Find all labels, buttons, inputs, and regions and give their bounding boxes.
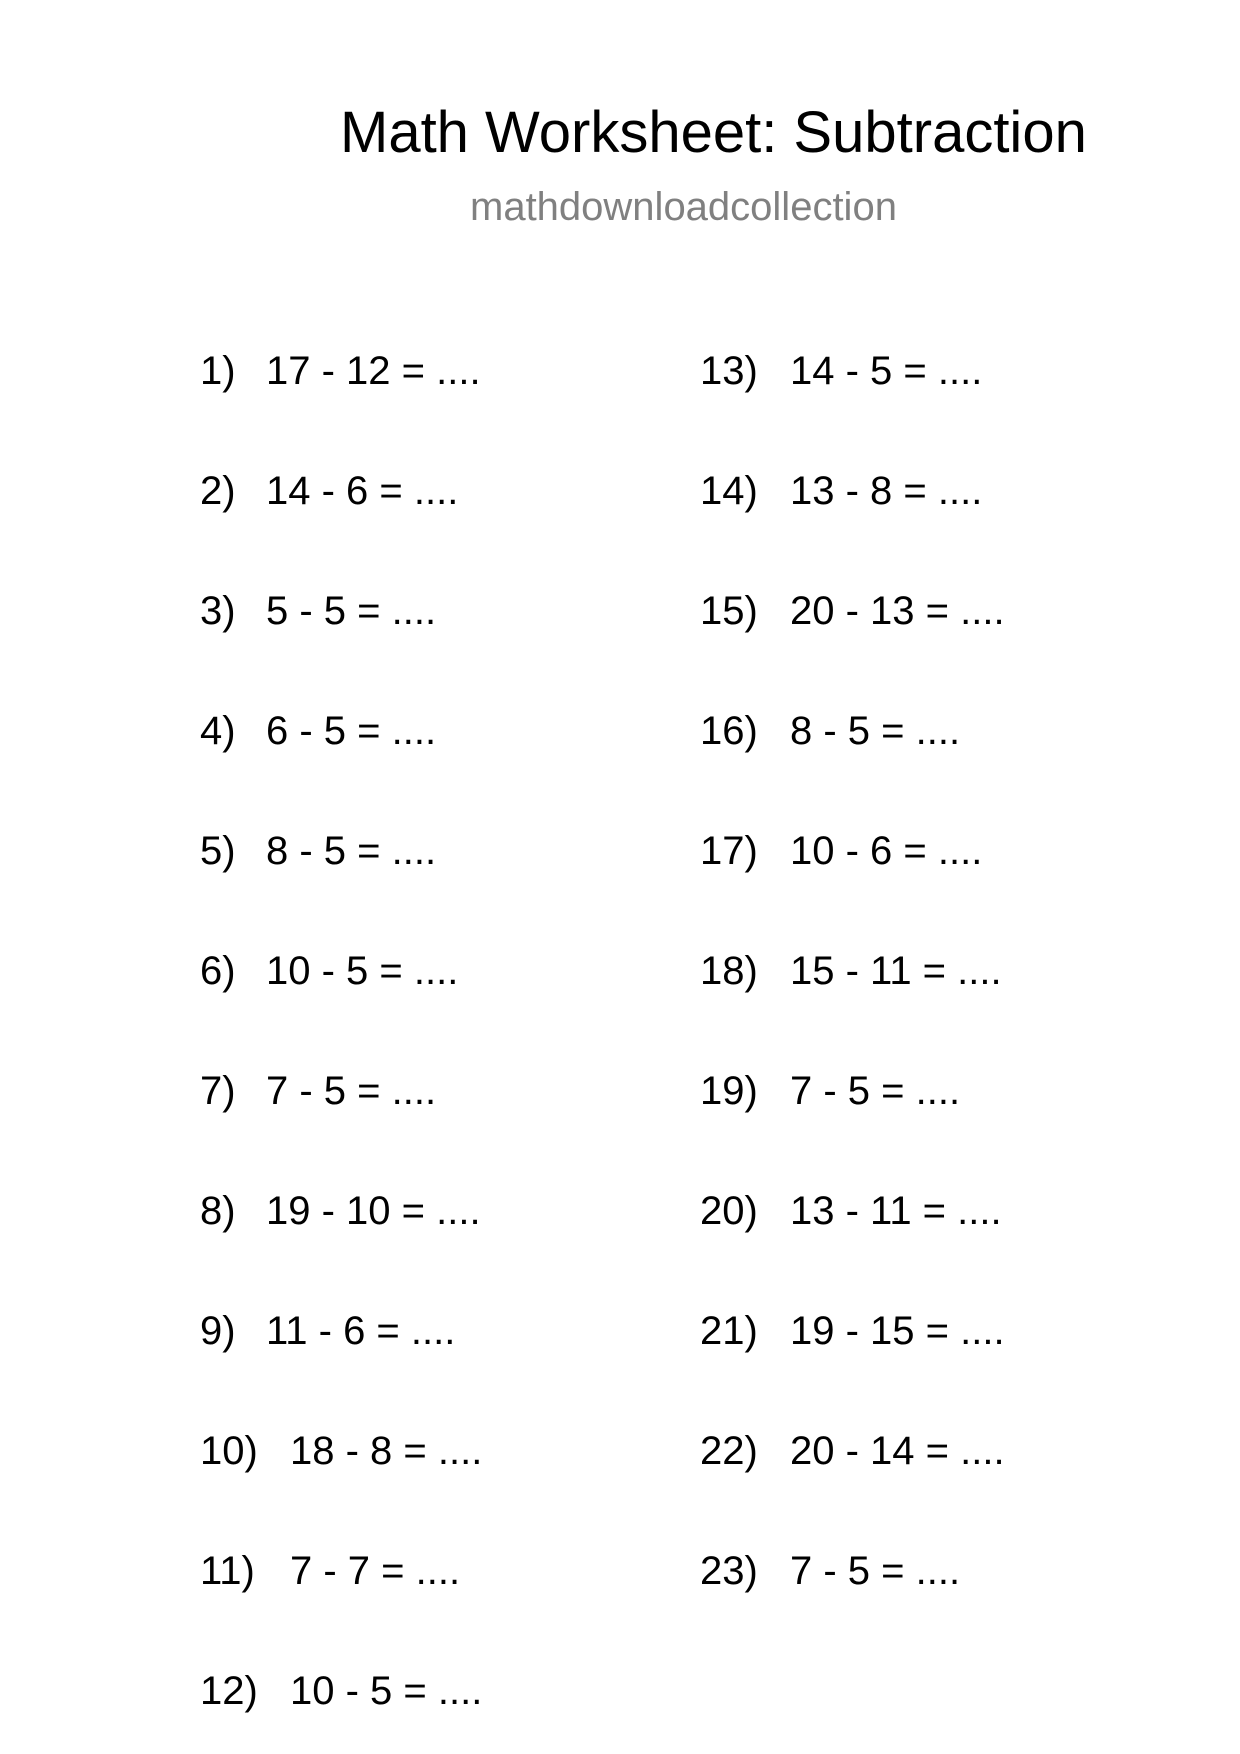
problem-item: [700, 347, 982, 395]
problem-expression: 5 - 5 = ....: [266, 589, 437, 633]
problem-item: [200, 1427, 482, 1475]
problem-item: [200, 947, 458, 995]
problem-item: [700, 467, 982, 515]
problem-number: 17): [700, 829, 758, 873]
problem-item: [200, 1307, 455, 1355]
problem-item: [200, 1547, 460, 1595]
problem-number: 23): [700, 1549, 758, 1593]
problem-expression: 13 - 8 = ....: [790, 469, 983, 513]
problem-item: [700, 707, 960, 755]
problem-item: [200, 1667, 482, 1715]
problem-item: [700, 1187, 1002, 1235]
problem-item: [200, 467, 458, 515]
problem-number: 18): [700, 949, 758, 993]
problem-number: 5): [200, 829, 236, 873]
problem-number: 14): [700, 469, 758, 513]
problem-number: 20): [700, 1189, 758, 1233]
problem-item: [700, 947, 1002, 995]
problem-expression: 7 - 5 = ....: [790, 1549, 961, 1593]
problem-item: [700, 827, 982, 875]
problem-number: 3): [200, 589, 236, 633]
problem-expression: 6 - 5 = ....: [266, 709, 437, 753]
problem-number: 19): [700, 1069, 758, 1113]
problem-number: 9): [200, 1309, 236, 1353]
problem-item: [200, 1067, 436, 1115]
problem-number: 1): [200, 349, 236, 393]
problem-item: [200, 827, 436, 875]
problem-number: 6): [200, 949, 236, 993]
problem-expression: 19 - 10 = ....: [266, 1189, 481, 1233]
problem-expression: 18 - 8 = ....: [290, 1429, 483, 1473]
problem-item: [200, 587, 436, 635]
problem-item: [700, 587, 1005, 635]
problem-item: [200, 1187, 481, 1235]
problem-number: 21): [700, 1309, 758, 1353]
problem-item: [700, 1307, 1005, 1355]
problem-expression: 7 - 5 = ....: [266, 1069, 437, 1113]
problem-expression: 15 - 11 = ....: [790, 949, 1002, 993]
problem-expression: 20 - 14 = ....: [790, 1429, 1005, 1473]
problem-number: 8): [200, 1189, 236, 1233]
problem-expression: 7 - 5 = ....: [790, 1069, 961, 1113]
problem-number: 10): [200, 1429, 258, 1473]
problem-expression: 10 - 6 = ....: [790, 829, 983, 873]
problem-number: 22): [700, 1429, 758, 1473]
problem-number: 12): [200, 1669, 258, 1713]
problem-number: 16): [700, 709, 758, 753]
problem-expression: 17 - 12 = ....: [266, 349, 481, 393]
problem-expression: 11 - 6 = ....: [266, 1309, 456, 1353]
problem-number: 11): [200, 1549, 255, 1593]
problem-number: 15): [700, 589, 758, 633]
problem-item: [700, 1427, 1005, 1475]
problem-expression: 8 - 5 = ....: [790, 709, 961, 753]
page-title: Math Worksheet: Subtraction: [340, 100, 1087, 165]
problem-expression: 14 - 6 = ....: [266, 469, 459, 513]
problem-expression: 8 - 5 = ....: [266, 829, 437, 873]
problem-expression: 10 - 5 = ....: [266, 949, 459, 993]
problem-expression: 13 - 11 = ....: [790, 1189, 1002, 1233]
problem-item: [200, 347, 481, 395]
problem-number: 7): [200, 1069, 236, 1113]
problem-number: 13): [700, 349, 758, 393]
problem-number: 4): [200, 709, 236, 753]
problem-number: 2): [200, 469, 236, 513]
problem-expression: 10 - 5 = ....: [290, 1669, 483, 1713]
problem-expression: 20 - 13 = ....: [790, 589, 1005, 633]
problem-expression: 7 - 7 = ....: [290, 1549, 461, 1593]
problem-expression: 14 - 5 = ....: [790, 349, 983, 393]
problem-item: [700, 1067, 960, 1115]
page-subtitle: mathdownloadcollection: [470, 185, 897, 229]
problem-item: [700, 1547, 960, 1595]
problem-item: [200, 707, 436, 755]
problem-expression: 19 - 15 = ....: [790, 1309, 1005, 1353]
